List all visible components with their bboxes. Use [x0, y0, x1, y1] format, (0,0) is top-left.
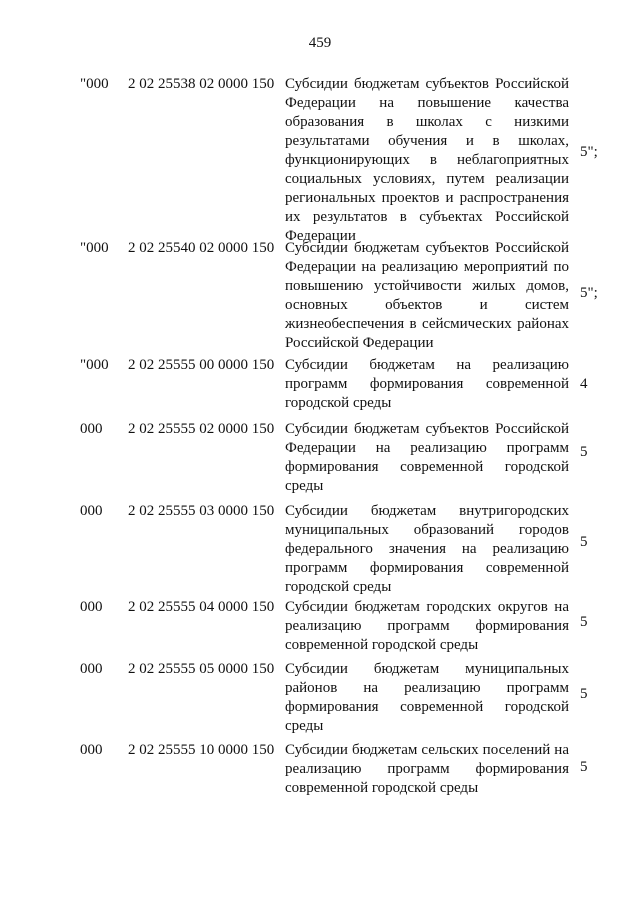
row-value: 4: [580, 376, 588, 392]
admin-code: 000: [80, 742, 103, 758]
budget-classification-code: 2 02 25555 04 0000 150: [128, 599, 275, 615]
row-value: 5";: [580, 285, 598, 301]
admin-code: 000: [80, 503, 103, 519]
admin-code: 000: [80, 599, 103, 615]
admin-code: 000: [80, 661, 103, 677]
row-description: Субсидии бюджетам субъектов Российской Федерации на повышение качества образования в школах с низкими результатами обучения и в школах, функционирующих в неблагоприятных социальных условиях, путем реализации региональных проектов и распространения их результатов в субъектах Российской Федерации: [285, 76, 569, 244]
row-description: Субсидии бюджетам городских округов на реализацию программ формирования современной городской среды: [285, 599, 569, 653]
row-description: Субсидии бюджетам сельских поселений на реализацию программ формирования современной городской среды: [285, 742, 569, 796]
budget-classification-code: 2 02 25555 00 0000 150: [128, 357, 275, 373]
budget-classification-code: 2 02 25538 02 0000 150: [128, 76, 275, 92]
row-description: Субсидии бюджетам муниципальных районов на реализацию программ формирования современной городской среды: [285, 661, 569, 734]
row-description: Субсидии бюджетам внутригородских муниципальных образований городов федерального значения на реализацию программ формирования современной городской среды: [285, 503, 569, 595]
admin-code: "000: [80, 357, 109, 373]
row-value: 5: [580, 444, 588, 460]
budget-classification-code: 2 02 25540 02 0000 150: [128, 240, 275, 256]
row-value: 5";: [580, 144, 598, 160]
row-value: 5: [580, 686, 588, 702]
row-value: 5: [580, 614, 588, 630]
row-description: Субсидии бюджетам субъектов Российской Федерации на реализацию мероприятий по повышению устойчивости жилых домов, основных объектов и систем жизнеобеспечения в сейсмических районах Российской Федерации: [285, 240, 569, 351]
page-number: 459: [308, 35, 332, 51]
budget-classification-code: 2 02 25555 02 0000 150: [128, 421, 275, 437]
budget-classification-code: 2 02 25555 03 0000 150: [128, 503, 275, 519]
row-value: 5: [580, 534, 588, 550]
admin-code: 000: [80, 421, 103, 437]
row-value: 5: [580, 759, 588, 775]
row-description: Субсидии бюджетам на реализацию программ формирования современной городской среды: [285, 357, 569, 411]
admin-code: "000: [80, 240, 109, 256]
row-description: Субсидии бюджетам субъектов Российской Федерации на реализацию программ формирования современной городской среды: [285, 421, 569, 494]
budget-classification-code: 2 02 25555 10 0000 150: [128, 742, 275, 758]
admin-code: "000: [80, 76, 109, 92]
budget-classification-code: 2 02 25555 05 0000 150: [128, 661, 275, 677]
